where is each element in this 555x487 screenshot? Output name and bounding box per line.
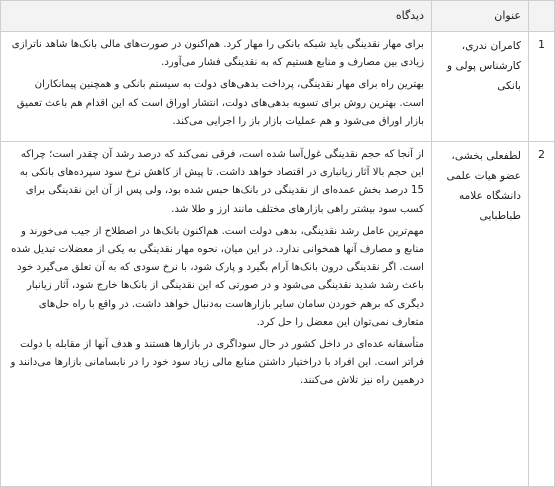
row-title: لطفعلی بخشی، عضو هیات علمی دانشگاه علامه طباطبایی	[431, 142, 528, 486]
view-paragraph: بهترین راه برای مهار نقدینگی، پرداخت بدهی‌های دولت به سیستم بانکی و همچنین پیمانکاران است. بهترین روش برای تسویه بدهی‌های دولت، انتشار اوراق است که این اقدام هم باعث تعمیق بازار اوراق می‌شود و هم عملیات بازار باز را اجرایی می‌کند.	[16, 79, 424, 127]
row-number: 2	[528, 142, 554, 486]
view-paragraph: متأسفانه عده‌ای در داخل کشور در حال سوداگری در بازارها هستند و هدف آنها از مقابله با دولت فراتر است. این افراد با دراختیار داشتن منابع مالی زیاد سود خود را در نابسامانی بازارها می‌دانند و درهمین راه نیز تلاش می‌کنند.	[10, 339, 424, 387]
view-paragraph: برای مهار نقدینگی باید شبکه بانکی را مهار کرد. هم‌اکنون در صورت‌های مالی بانک‌ها شاهد ناترازی زیادی بین مصارف و منابع هستیم که به نقدینگی فشار می‌آورد.	[11, 39, 424, 69]
row-view	[1, 142, 431, 486]
view-paragraph: از آنجا که حجم نقدینگی غول‌آسا شده است، فرقی نمی‌کند که درصد رشد آن چقدر است؛ چراکه این حجم بالا آثار زیانباری در اقتصاد خواهد داشت. تا پیش از کاهش نرخ سود سپرده‌های بانکی به 15 درصد بخش عمده‌ای از نقدینگی در بانک‌ها حبس شده بود، ولی پس از آن این نقدینگی برای کسب سود بیشتر راهی بازارهای مختلف مانند ارز و طلا شد.	[19, 149, 424, 215]
header-view-cell: دیدگاه	[395, 9, 424, 22]
table-header-row	[1, 1, 554, 32]
table-row	[1, 142, 554, 486]
view-paragraph: مهم‌ترین عامل رشد نقدینگی، بدهی دولت است. هم‌اکنون بانک‌ها در اصطلاح از جیب می‌خورند و منابع و مصارف آنها همخوانی ندارد. در این میان، نحوه مهار نقدینگی به یکی از معضلات تبدیل شده است. اگر نقدینگی درون بانک‌ها آرام بگیرد و پارک شود، با نرخ سودی که به آن تعلق می‌گیرد خود باعث رشد شدید نقدینگی می‌شود و در صورتی که این نقدینگی از بانک‌ها خارج شود، آثار زیانبار دیگری که برهم خوردن سامان سایر بازارهاست به‌دنبال خواهد داشت. در واقع با راه حل‌های متعارف نمی‌توان این معضل را حل کرد.	[11, 225, 424, 328]
table-row	[1, 32, 554, 142]
header-number-cell	[528, 1, 554, 31]
row-title: کامران ندری، کارشناس پولی و بانکی	[431, 32, 528, 141]
row-view	[1, 32, 431, 141]
header-title-cell: عنوان	[431, 1, 528, 31]
row-number: 1	[528, 32, 554, 141]
